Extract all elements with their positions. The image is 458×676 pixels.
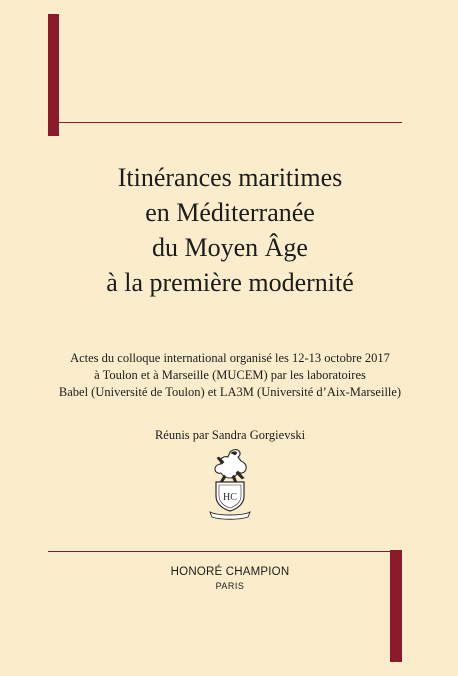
description-line-1: Actes du colloque international organisé les 12-13 octobre 2017 xyxy=(70,351,390,365)
publisher-name: HONORÉ CHAMPION xyxy=(170,566,290,578)
description-line-3: Babel (Université de Toulon) et LA3M (Université d’Aix-Marseille) xyxy=(58,385,402,399)
publisher-city: PARIS xyxy=(215,581,245,591)
title-line-4: à la première modernité xyxy=(106,268,354,297)
title-line-2: en Méditerranée xyxy=(145,198,315,227)
horse-emblem-logo xyxy=(200,446,260,522)
book-description xyxy=(40,350,420,401)
publisher xyxy=(40,565,420,592)
title-line-3: du Moyen Âge xyxy=(152,233,308,262)
book-editor: Réunis par Sandra Gorgievski xyxy=(154,428,306,442)
divider-top xyxy=(48,122,402,123)
description-line-2: à Toulon et à Marseille (MUCEM) par les laboratoires xyxy=(94,368,366,382)
title-line-1: Itinérances maritimes xyxy=(117,163,343,192)
divider-bottom xyxy=(48,551,402,552)
logo-monogram: HC xyxy=(223,492,237,503)
book-title xyxy=(30,160,430,300)
accent-bar-top xyxy=(48,14,59,136)
